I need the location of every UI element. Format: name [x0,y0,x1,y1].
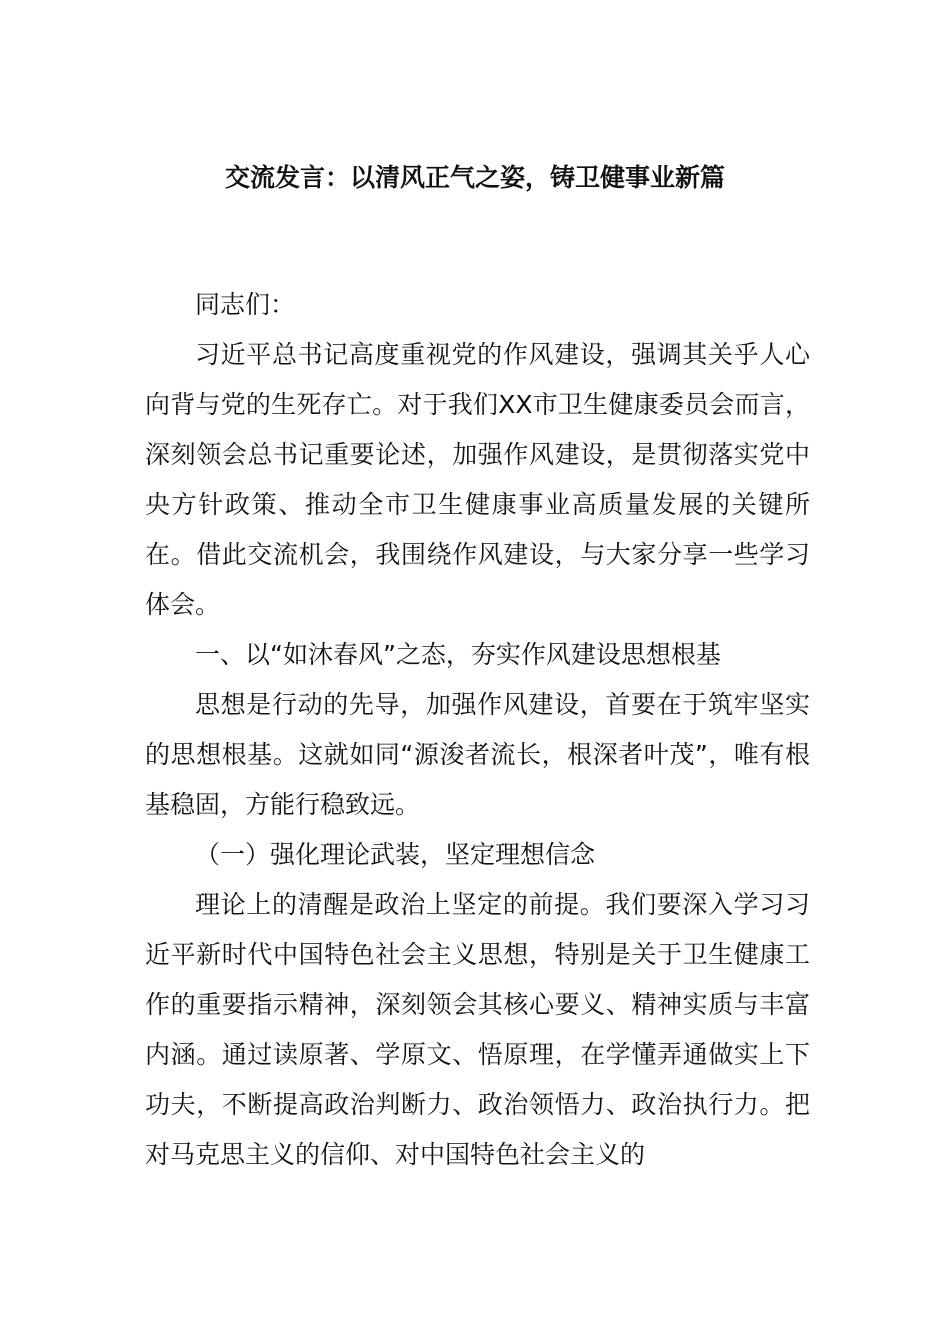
document-title: 交流发言：以清风正气之姿，铸卫健事业新篇 [224,163,725,192]
paragraph-intro: 习近平总书记高度重视党的作风建设，强调其关乎人心向背与党的生死存亡。对于我们XX市卫生健康委员会而言，深刻领会总书记重要论述，加强作风建设，是贯彻落实党中央方针政策、推动全市卫生健康事业高质量发展的关键所在。借此交流机会，我围绕作风建设，与大家分享一些学习体会。 [145,340,810,619]
subsection-heading-1: （一）强化理论武装，坚定理想信念 [195,840,596,869]
paragraph-section-1: 思想是行动的先导，加强作风建设，首要在于筑牢坚实的思想根基。这就如同“源浚者流长，根深者叶茂”，唯有根基稳固，方能行稳致远。 [145,690,810,819]
document-body [145,280,810,1180]
paragraph-subsection-1: 理论上的清醒是政治上坚定的前提。我们要深入学习习近平新时代中国特色社会主义思想，特别是关于卫生健康工作的重要指示精神，深刻领会其核心要义、精神实质与丰富内涵。通过读原著、学原文、悟原理，在学懂弄通做实上下功夫，不断提高政治判断力、政治领悟力、政治执行力。把对马克思主义的信仰、对中国特色社会主义的 [145,890,810,1169]
section-heading-1: 一、以“如沐春风”之态，夯实作风建设思想根基 [195,640,721,669]
salutation: 同志们： [195,290,296,319]
